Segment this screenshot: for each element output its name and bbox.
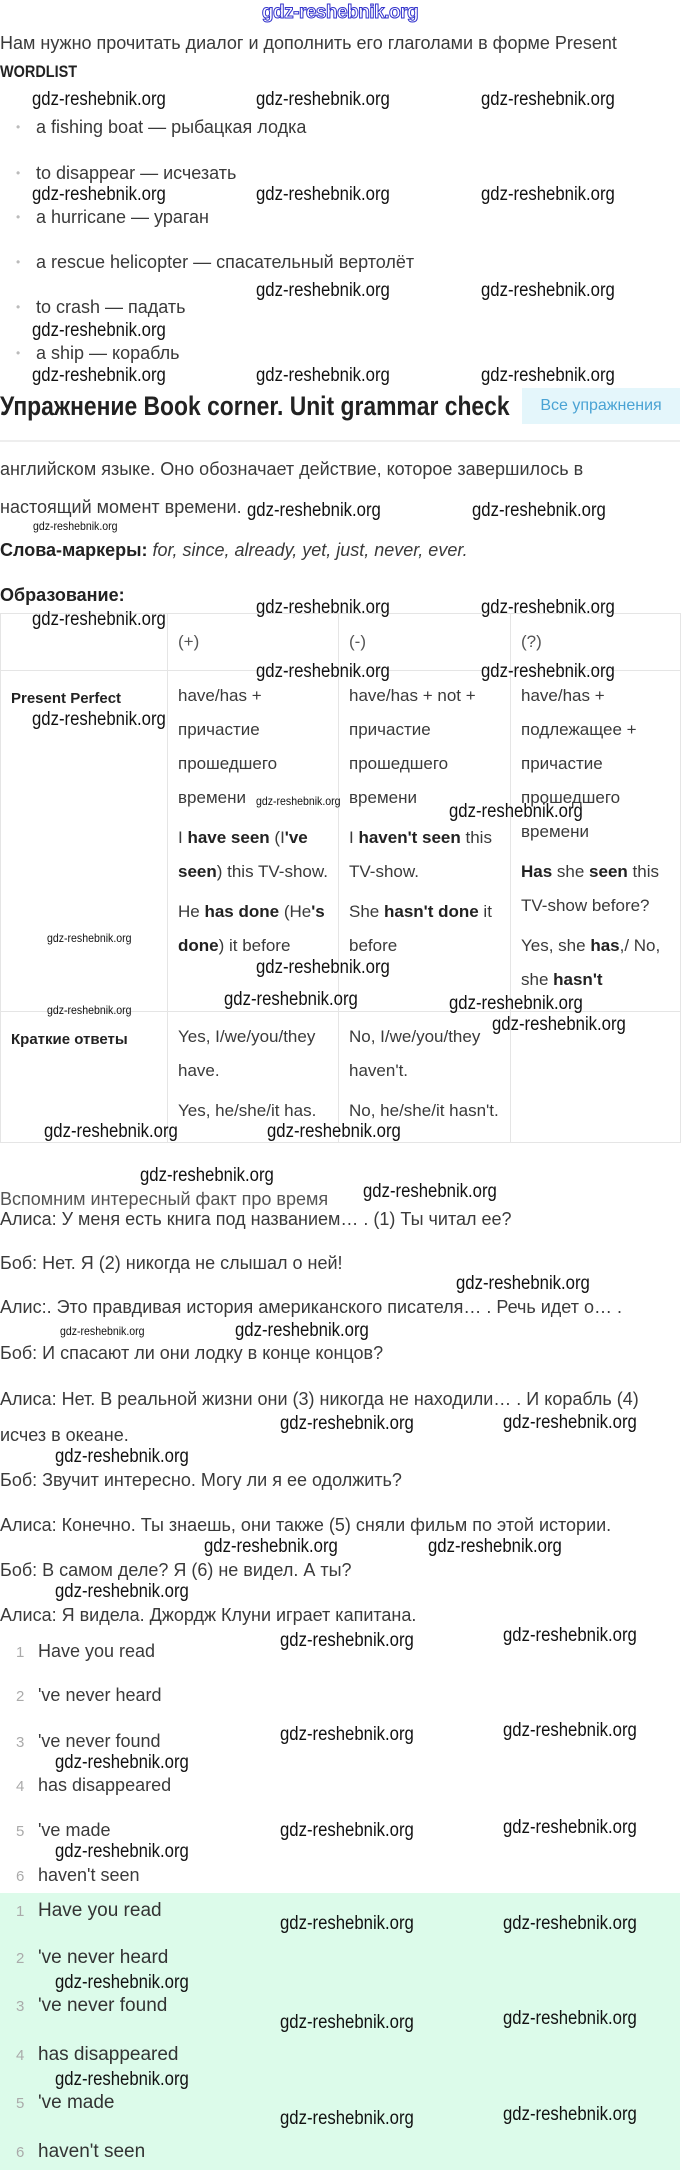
watermark-text: gdz-reshebnik.org xyxy=(280,1820,414,1841)
watermark-text: gdz-reshebnik.org xyxy=(503,1412,637,1433)
grammar-table xyxy=(0,613,681,1143)
watermark-text: gdz-reshebnik.org xyxy=(503,2008,637,2029)
table-header-cell: (?) xyxy=(511,614,681,671)
dialog-line: Боб: И спасают ли они лодку в конце концов? xyxy=(0,1343,384,1363)
cell-text: 've seen xyxy=(178,828,308,881)
cell-paragraph xyxy=(349,1020,500,1088)
dialog-line: Боб: В самом деле? Я (6) не видел. А ты? xyxy=(0,1560,352,1580)
answer-text: 've never heard xyxy=(38,1947,169,1968)
cell-paragraph xyxy=(178,895,328,963)
watermark-text: gdz-reshebnik.org xyxy=(60,1324,145,1338)
watermark-text: gdz-reshebnik.org xyxy=(503,1817,637,1838)
watermark-text: gdz-reshebnik.org xyxy=(235,1320,369,1341)
watermark-text: gdz-reshebnik.org xyxy=(204,1536,338,1557)
watermark-text: gdz-reshebnik.org xyxy=(481,280,615,301)
theory-line-2: настоящий момент времени. xyxy=(0,497,242,517)
cell-paragraph xyxy=(521,679,670,849)
answer-number: 1 xyxy=(16,1903,25,1920)
watermark-text: gdz-reshebnik.org xyxy=(247,500,381,521)
theory-line-1: английском языке. Оно обозначает действие, которое завершилось в xyxy=(0,459,584,479)
dialog-line: Боб: Нет. Я (2) никогда не слышал о ней! xyxy=(0,1253,343,1273)
cell-text: She xyxy=(349,902,384,921)
cell-paragraph xyxy=(178,821,328,889)
cell-paragraph xyxy=(521,855,670,923)
cell-text: Yes, she xyxy=(521,936,591,955)
watermark-text: gdz-reshebnik.org xyxy=(267,1121,401,1142)
watermark-text: gdz-reshebnik.org xyxy=(481,365,615,386)
cell-text: ) this TV-show. xyxy=(216,862,328,881)
watermark-text: gdz-reshebnik.org xyxy=(55,1972,189,1993)
cell-text: have/has + подлежащее + причастие прошедшего времени xyxy=(521,686,637,841)
watermark-text: gdz-reshebnik.org xyxy=(456,1273,590,1294)
cell-paragraph xyxy=(349,895,500,963)
answer-item xyxy=(16,1730,161,1754)
wordlist-item: • a ship — корабль xyxy=(36,342,180,364)
watermark-text: gdz-reshebnik.org xyxy=(472,500,606,521)
all-exercises-button[interactable]: Все упражнения xyxy=(522,388,680,424)
watermark-text: gdz-reshebnik.org xyxy=(449,801,583,822)
watermark-text: gdz-reshebnik.org xyxy=(280,1413,414,1434)
answer-item xyxy=(16,1684,162,1708)
correct-answer-item xyxy=(16,2044,179,2067)
watermark-text: gdz-reshebnik.org xyxy=(503,2104,637,2125)
watermark-text: gdz-reshebnik.org xyxy=(55,1446,189,1467)
watermark-text: gdz-reshebnik.org xyxy=(55,1752,189,1773)
wordlist-item: • a rescue helicopter — спасательный вертолёт xyxy=(36,251,414,273)
watermark-text: gdz-reshebnik.org xyxy=(44,1121,178,1142)
watermark-text: gdz-reshebnik.org xyxy=(503,1625,637,1646)
answer-text: Have you read xyxy=(38,1641,156,1661)
wordlist-item: • to disappear — исчезать xyxy=(36,162,236,184)
wordlist-item: • a hurricane — ураган xyxy=(36,206,209,228)
answer-number: 2 xyxy=(16,1688,25,1705)
cell-paragraph xyxy=(349,679,500,815)
watermark-text: gdz-reshebnik.org xyxy=(280,1630,414,1651)
watermark-text: gdz-reshebnik.org xyxy=(32,184,166,205)
watermark-text: gdz-reshebnik.org xyxy=(140,1165,274,1186)
watermark-text: gdz-reshebnik.org xyxy=(32,709,166,730)
answer-number: 2 xyxy=(16,1950,25,1967)
watermark-text: gdz-reshebnik.org xyxy=(256,280,390,301)
table-header-cell: (+) xyxy=(168,614,339,671)
watermark-text: gdz-reshebnik.org xyxy=(256,365,390,386)
cell-text: No, he/she/it hasn't. xyxy=(349,1101,499,1120)
watermark-text: gdz-reshebnik.org xyxy=(55,1581,189,1602)
watermark-text: gdz-reshebnik.org xyxy=(481,89,615,110)
watermark-text: gdz-reshebnik.org xyxy=(32,89,166,110)
cell-text: hasn't done xyxy=(383,902,479,921)
cell-text: Yes, I/we/you/they have. xyxy=(178,1027,316,1080)
cell-text: ,/ No, she xyxy=(521,936,661,989)
answer-number: 4 xyxy=(16,2047,25,2064)
dialog-line: Алиса: Нет. В реальной жизни они (3) никогда не находили… . И корабль (4) xyxy=(0,1389,639,1409)
markers-line xyxy=(0,539,468,561)
cell-text: have/has + причастие прошедшего времени xyxy=(178,686,278,807)
watermark-text: gdz-reshebnik.org xyxy=(47,1003,132,1017)
answer-number: 3 xyxy=(16,1734,25,1751)
watermark-text: gdz-reshebnik.org xyxy=(280,1724,414,1745)
watermark-text: gdz-reshebnik.org xyxy=(33,519,118,533)
answer-number: 6 xyxy=(16,1868,25,1885)
answer-number: 6 xyxy=(16,2144,25,2161)
cell-text: seen xyxy=(589,862,628,881)
answer-number: 5 xyxy=(16,2095,25,2112)
wordlist-item: • a fishing boat — рыбацкая лодка xyxy=(36,116,306,138)
cell-text: she xyxy=(552,862,590,881)
cell-text: I xyxy=(178,828,188,847)
cell-text: has done xyxy=(204,902,280,921)
answer-text: has disappeared xyxy=(38,2044,179,2065)
answer-text: 've never found xyxy=(38,1995,168,2016)
watermark-text: gdz-reshebnik.org xyxy=(280,1913,414,1934)
dialog-line: исчез в океане. xyxy=(0,1425,129,1445)
watermark-text: gdz-reshebnik.org xyxy=(55,2069,189,2090)
watermark-text: gdz-reshebnik.org xyxy=(256,597,390,618)
partial-text: Вспомним интересный факт про время xyxy=(0,1189,329,1209)
cell-text: have/has + not + причастие прошедшего времени xyxy=(349,686,476,807)
table-cell xyxy=(511,671,681,1012)
markers-list: for, since, already, yet, just, never, ever. xyxy=(147,540,468,560)
dialog-line: Боб: Звучит интересно. Могу ли я ее одолжить? xyxy=(0,1470,402,1490)
watermark-text: gdz-reshebnik.org xyxy=(55,1841,189,1862)
watermark-text: gdz-reshebnik.org xyxy=(224,989,358,1010)
cell-text: (I xyxy=(269,828,285,847)
watermark-text: gdz-reshebnik.org xyxy=(492,1014,626,1035)
answer-text: has disappeared xyxy=(38,1775,172,1795)
answer-number: 3 xyxy=(16,1998,25,2015)
cell-text: this TV-show before? xyxy=(521,862,659,915)
page-title: Упражнение Book corner. Unit grammar check xyxy=(0,391,510,421)
answer-text: haven't seen xyxy=(38,2141,146,2162)
answer-text: 've never found xyxy=(38,1731,161,1751)
answer-number: 5 xyxy=(16,1823,25,1840)
correct-answer-item xyxy=(16,1900,162,1923)
cell-text: ) it before xyxy=(218,936,291,955)
cell-paragraph xyxy=(521,929,670,997)
answer-item xyxy=(16,1640,155,1664)
watermark-text: gdz-reshebnik.org xyxy=(481,661,615,682)
watermark-text: gdz-reshebnik.org xyxy=(280,2012,414,2033)
watermark-text: gdz-reshebnik.org xyxy=(47,931,132,945)
watermark-text: gdz-reshebnik.org xyxy=(449,993,583,1014)
watermark-text: gdz-reshebnik.org xyxy=(256,184,390,205)
cell-text: this TV-show. xyxy=(349,828,492,881)
cell-text: hasn't xyxy=(553,970,603,989)
site-watermark-logo: gdz-reshebnik.org xyxy=(261,2,419,23)
answer-text: 've made xyxy=(38,1820,111,1840)
wordlist-item: • to crash — падать xyxy=(36,296,186,318)
watermark-text: gdz-reshebnik.org xyxy=(503,1913,637,1934)
cell-text: has xyxy=(590,936,620,955)
cell-text: (He xyxy=(279,902,312,921)
cell-text: Yes, he/she/it has. xyxy=(178,1101,317,1120)
dialog-line: Алиса: Я видела. Джордж Клуни играет капитана. xyxy=(0,1605,417,1625)
answer-text: 've never heard xyxy=(38,1685,162,1705)
cell-text: haven't seen xyxy=(358,828,461,847)
correct-answer-item xyxy=(16,2141,145,2164)
correct-answer-item xyxy=(16,2092,115,2115)
divider xyxy=(0,440,680,442)
table-header-cell: (-) xyxy=(339,614,511,671)
cell-text: have seen xyxy=(187,828,270,847)
answer-item xyxy=(16,1774,171,1798)
watermark-text: gdz-reshebnik.org xyxy=(363,1181,497,1202)
dialog-line: Алис:. Это правдивая история американского писателя… . Речь идет о… . xyxy=(0,1297,622,1317)
answer-item xyxy=(16,1819,110,1843)
wordlist-heading: WORDLIST xyxy=(0,62,78,81)
answer-number: 1 xyxy=(16,1644,25,1661)
answer-text: 've made xyxy=(38,2092,115,2113)
watermark-text: gdz-reshebnik.org xyxy=(503,1720,637,1741)
watermark-text: gdz-reshebnik.org xyxy=(280,2108,414,2129)
watermark-text: gdz-reshebnik.org xyxy=(32,365,166,386)
cell-text: He xyxy=(178,902,205,921)
formation-heading: Образование: xyxy=(0,585,125,605)
cell-text: Has xyxy=(521,862,553,881)
cell-text: it before xyxy=(349,902,492,955)
cell-text: 's done xyxy=(178,902,325,955)
watermark-text: gdz-reshebnik.org xyxy=(256,661,390,682)
cell-text: No, I/we/you/they haven't. xyxy=(349,1027,481,1080)
dialog-line: Алиса: Конечно. Ты знаешь, они также (5) сняли фильм по этой истории. xyxy=(0,1515,612,1535)
watermark-text: gdz-reshebnik.org xyxy=(32,609,166,630)
row-label: Present Perfect xyxy=(1,671,168,1012)
markers-label: Слова-маркеры: xyxy=(0,540,148,560)
correct-answer-item xyxy=(16,1995,167,2018)
watermark-text: gdz-reshebnik.org xyxy=(256,794,341,808)
answer-text: Have you read xyxy=(38,1900,162,1921)
correct-answer-item xyxy=(16,1947,168,1970)
answer-text: haven't seen xyxy=(38,1865,140,1885)
answer-item xyxy=(16,1864,140,1888)
answer-number: 4 xyxy=(16,1778,25,1795)
watermark-text: gdz-reshebnik.org xyxy=(481,184,615,205)
cell-paragraph xyxy=(349,821,500,889)
watermark-text: gdz-reshebnik.org xyxy=(428,1536,562,1557)
cell-text: I xyxy=(349,828,359,847)
cell-paragraph xyxy=(178,1020,328,1088)
watermark-text: gdz-reshebnik.org xyxy=(256,957,390,978)
dialog-line: Алиса: У меня есть книга под названием… . (1) Ты читал ее? xyxy=(0,1209,512,1229)
row-label: Краткие ответы xyxy=(1,1012,168,1143)
watermark-text: gdz-reshebnik.org xyxy=(32,320,166,341)
watermark-text: gdz-reshebnik.org xyxy=(256,89,390,110)
intro-text: Нам нужно прочитать диалог и дополнить его глаголами в форме Present xyxy=(0,33,617,53)
watermark-text: gdz-reshebnik.org xyxy=(481,597,615,618)
